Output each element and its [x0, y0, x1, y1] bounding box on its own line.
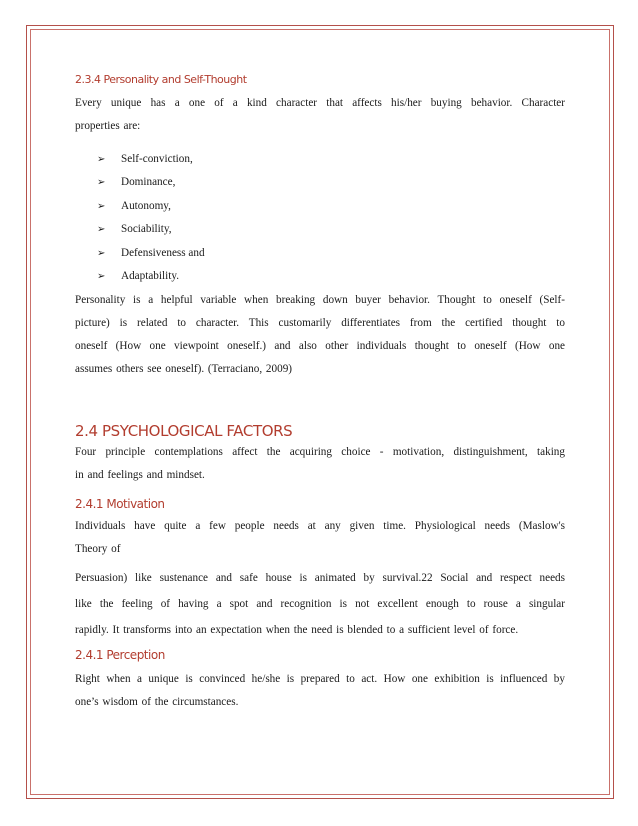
personality-para-line: picture) is related to character. This customarily differentiates from the certified thought to — [75, 317, 565, 329]
personality-para-line: oneself (How one viewpoint oneself.) and also other individuals thought to oneself (How one — [75, 340, 565, 352]
trait-list — [97, 148, 497, 288]
list-item: ➢ Sociability, — [97, 218, 497, 241]
perception-para-line: Right when a unique is convinced he/she is prepared to act. How one exhibition is influenced by — [75, 673, 565, 685]
perception-para-line: one’s wisdom of the circumstances. — [75, 696, 239, 708]
heading-personality: 2.3.4 Personality and Self-Thought — [75, 73, 247, 86]
list-item: ➢ Autonomy, — [97, 195, 497, 218]
psych-para-line: in and feelings and mindset. — [75, 469, 205, 481]
motivation-para2-line: like the feeling of having a spot and recognition is not excellent enough to rouse a singular — [75, 598, 565, 610]
arrow-bullet-icon: ➢ — [97, 154, 106, 165]
list-item: ➢ Self-conviction, — [97, 148, 497, 171]
heading-psychological-factors: 2.4 PSYCHOLOGICAL FACTORS — [75, 422, 293, 440]
arrow-bullet-icon: ➢ — [97, 247, 106, 259]
arrow-bullet-icon: ➢ — [97, 224, 106, 236]
motivation-para-line: Theory of — [75, 543, 121, 555]
motivation-para2-line: Persuasion) like sustenance and safe house is animated by survival.22 Social and respect needs — [75, 572, 565, 584]
arrow-bullet-icon: ➢ — [97, 177, 106, 189]
intro-line-1: Every unique has a one of a kind character that affects his/her buying behavior. Character — [75, 97, 565, 109]
arrow-bullet-icon: ➢ — [97, 270, 106, 282]
motivation-para2-line: rapidly. It transforms into an expectation when the need is blended to a sufficient level of force. — [75, 624, 519, 636]
personality-para-line: assumes others see oneself). (Terraciano, 2009) — [75, 363, 293, 375]
heading-perception: 2.4.1 Perception — [75, 648, 165, 662]
list-item: ➢ Dominance, — [97, 171, 497, 194]
intro-line-2: properties are: — [75, 120, 141, 132]
list-item: ➢ Defensiveness and — [97, 242, 497, 265]
heading-motivation: 2.4.1 Motivation — [75, 497, 165, 511]
list-item: ➢ Adaptability. — [97, 265, 497, 288]
personality-para-line: Personality is a helpful variable when breaking down buyer behavior. Thought to oneself (Self- — [75, 294, 565, 306]
motivation-para-line: Individuals have quite a few people needs at any given time. Physiological needs (Maslow's — [75, 520, 565, 532]
arrow-bullet-icon: ➢ — [97, 200, 106, 212]
psych-para-line: Four principle contemplations affect the acquiring choice - motivation, distinguishment, taking — [75, 446, 565, 458]
